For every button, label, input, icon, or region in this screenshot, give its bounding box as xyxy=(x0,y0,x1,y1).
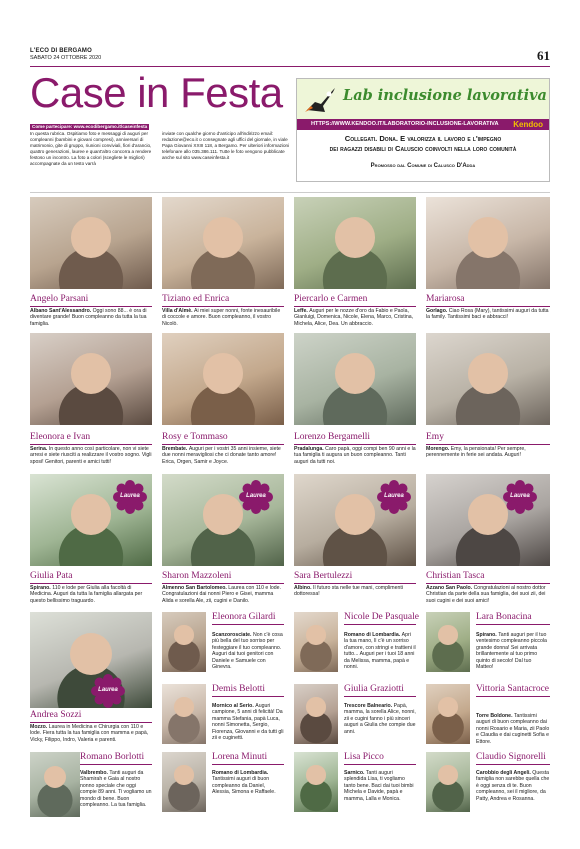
laurea-badge xyxy=(239,480,273,514)
name-underline xyxy=(294,583,416,584)
greeting-name: Giulia Pata xyxy=(30,571,73,581)
greeting-photo xyxy=(30,197,152,289)
instructions-column-2: inviate con qualche giorno d'anticipo all'indirizzo email: redazione@eco.it o consegnate agli uffici del giornale, in viale Papa Giovanni XXIII 118, a Bergamo. Per ulteriori informazioni telefonare allo 035.386.111. Tutte le foto vengono pubblicate anche sul sito www.caseinfesta.it xyxy=(162,131,290,160)
greeting-photo xyxy=(426,333,550,425)
portrait-figure xyxy=(71,494,111,534)
greeting-photo xyxy=(162,333,284,425)
greeting-name: Tiziano ed Enrica xyxy=(162,294,230,304)
greeting-place: Brembate. xyxy=(162,446,189,452)
portrait-figure xyxy=(71,217,111,257)
name-underline xyxy=(162,583,284,584)
greeting-photo xyxy=(294,752,338,812)
greeting-name: Eleonora e Ivan xyxy=(30,432,91,442)
header-rule xyxy=(30,66,550,67)
greeting-name: Vittoria Santacroce xyxy=(476,684,550,694)
portrait-figure xyxy=(203,353,243,393)
laurea-label: Laurea xyxy=(120,493,140,499)
greeting-photo xyxy=(294,684,338,744)
laurea-badge xyxy=(113,480,147,514)
name-underline xyxy=(476,764,550,765)
greeting-name: Lara Bonacina xyxy=(476,612,532,622)
greeting-name: Mariarosa xyxy=(426,294,465,304)
greeting-place: Albano Sant'Alessandro. xyxy=(30,308,93,314)
name-underline xyxy=(30,306,152,307)
greeting-message: Romano di Lombardia. Tantissimi auguri di buon compleanno da Daniel, Alessia, Simona e Raffaele. xyxy=(212,770,276,796)
greeting-message: Gorlago. Ciao Rosa (Mary), tantissimi auguri da tutta la family. Tantissimi baci e abbracci! xyxy=(426,308,549,321)
portrait-figure xyxy=(174,697,193,716)
greeting-photo xyxy=(294,197,416,289)
greeting-photo xyxy=(162,684,206,744)
portrait-figure xyxy=(468,217,508,257)
greeting-place: Mozzo. xyxy=(30,724,49,730)
greeting-message: Azzano San Paolo. Congratulazioni al nostro dottor Christian da parte della sua famiglia, dei suoi zii, dei suoi cugini e dei suoi amici! xyxy=(426,585,546,604)
name-underline xyxy=(476,696,550,697)
advert-title: Lab inclusione lavorativa xyxy=(343,87,547,104)
name-underline xyxy=(344,624,416,625)
portrait-figure xyxy=(174,765,193,784)
portrait-figure xyxy=(306,765,325,784)
greeting-message: Torre Boldone. Tantissimi auguri di buon compleanno dai nonni Rosario e Maria, zii Paolo e Claudia e dai cuginetti Sofia e Ettore. xyxy=(476,713,550,745)
greeting-name: Romano Borlotti xyxy=(80,752,145,762)
portrait-figure xyxy=(438,765,457,784)
greeting-name: Sara Bertulezzi xyxy=(294,571,353,581)
rocket-icon xyxy=(303,84,339,114)
greeting-name: Giulia Graziotti xyxy=(344,684,404,694)
greeting-message: Valbrembo. Tanti auguri da Shamirah e Gaia al nostro nonno speciale che oggi compie 89 anni. Ti vogliamo un mondo di bene. Buon compleanno. La tua famiglia. xyxy=(80,770,152,809)
greeting-photo xyxy=(294,333,416,425)
greeting-name: Lorenzo Bergamelli xyxy=(294,432,371,442)
portrait-figure xyxy=(44,766,66,788)
greeting-name: Angelo Parsani xyxy=(30,294,89,304)
section-title: Case in Festa xyxy=(30,69,283,116)
greeting-message: Morengo. Emy, la pensionata! Per sempre, perennemente in ferie sei andata. Auguri! xyxy=(426,446,526,459)
greeting-name: Eleonora Gilardi xyxy=(212,612,276,622)
greeting-message: Spirano. 110 e lode per Giulia alla facoltà di Medicina. Auguri da tutta la famiglia allargata per questo bellissimo traguardo. xyxy=(30,585,143,604)
greeting-place: Almenno San Bartolomeo. xyxy=(162,585,229,591)
greeting-photo xyxy=(30,333,152,425)
laurea-badge xyxy=(91,674,125,708)
newspaper-name: L'ECO DI BERGAMO xyxy=(30,48,92,54)
name-underline xyxy=(30,583,152,584)
greeting-place: Trescore Balneario. xyxy=(344,703,394,709)
advert-slogan-line-2: dei ragazzi disabili di Caluscio coinvolti nella loro comunità xyxy=(329,144,517,153)
name-underline xyxy=(426,583,550,584)
name-underline xyxy=(30,444,152,445)
instructions-column-1 xyxy=(30,124,160,167)
kendoo-advert[interactable] xyxy=(296,78,550,182)
greeting-photo xyxy=(162,197,284,289)
greeting-place: Azzano San Paolo. xyxy=(426,585,474,591)
greeting-message: Spirano. Tanti auguri per il tuo ventesimo compleanno piccola grande donna! Sei arrivata brillantemente al tuo primo quinto di secolo! Dal tuo Matteo! xyxy=(476,632,547,671)
advert-header xyxy=(297,79,549,119)
name-underline xyxy=(80,764,152,765)
instructions-lead[interactable]: Come partecipare: www.ecodibergamo.it/caseinfesta xyxy=(32,124,148,129)
greeting-name: Lorena Minuti xyxy=(212,752,268,762)
name-underline xyxy=(162,444,284,445)
greeting-message: Carobbio degli Angeli. Questa famiglia non sarebbe quella che è oggi senza di te. Buon compleanno, sei il migliore, da Patty, Andrea e Rosanna. xyxy=(476,770,550,802)
greeting-message: Sarnico. Tanti auguri splendida Lisa, ti vogliamo tanto bene. Baci dai tuoi bimbi Michela e Davide, papà e mamma, Lalla e Monica. xyxy=(344,770,414,802)
masthead xyxy=(30,48,550,62)
greeting-place: Villa d'Almè. xyxy=(162,308,194,314)
greeting-message: Albino. Il futuro sta nelle tue mani, complimenti dottoressa! xyxy=(294,585,403,598)
greeting-message: Romano di Lombardia. Apri la tua mano, lì c'è un sorriso d'amore, con stringi e trattieni il tutto... Auguri per i tuoi 18 anni da Melissa, mamma, papà e nonni. xyxy=(344,632,416,671)
greeting-place: Spirano. xyxy=(30,585,53,591)
portrait-figure xyxy=(203,217,243,257)
greeting-place: Sarnico. xyxy=(344,770,366,776)
issue-date: SABATO 24 OTTOBRE 2020 xyxy=(30,55,102,61)
portrait-figure xyxy=(335,494,375,534)
advert-slogan xyxy=(297,134,549,154)
name-underline xyxy=(344,764,416,765)
advert-url[interactable]: HTTPS://WWW.KENDOO.IT/LABORATORIO-INCLUSIONE-LAVORATIVA xyxy=(297,119,549,130)
page-number: 61 xyxy=(537,48,550,63)
greeting-message: Serina. In questo anno così particolare, non vi siete arresi e siete riusciti a realizzare il vostro sogno. Vigli sposi! Genitori, parenti e amici tutti! xyxy=(30,446,152,465)
greeting-message: Pradalunga. Caro papà, oggi compi ben 90 anni e la tua famiglia ti augura un buon compleanno. Tanti auguri da tutti noi. xyxy=(294,446,416,465)
greeting-photo xyxy=(426,684,470,744)
portrait-figure xyxy=(306,625,325,644)
greeting-message: Mozzo. Laurea in Medicina e Chirurgia con 110 e lode. Fiera tutta la tua famiglia con mamma e papà, Vicky, Filippo, Indro, Valeria e parenti. xyxy=(30,724,149,743)
laurea-label: Laurea xyxy=(98,687,118,693)
portrait-figure xyxy=(174,625,193,644)
greeting-message: Brembate. Auguri per i vostri 35 anni insieme, siete due nonni meravigliosi che ci donate tanto amore! Erica, Orgen, Samir e Joyce. xyxy=(162,446,281,465)
laurea-badge xyxy=(503,480,537,514)
portrait-figure xyxy=(438,697,457,716)
greeting-message: Trescore Balneario. Papà, mamma, la sorella Alice, nonni, zii e cugini fanno i più sinceri auguri a Giulia che compie due anni. xyxy=(344,703,416,735)
greeting-message: Villa d'Almè. Ai miei super nonni, fonte inesauribile di coccole e amore. Buon compleanno, il vostro Nicolò. xyxy=(162,308,281,327)
name-underline xyxy=(212,764,284,765)
greeting-place: Romano di Lombardia. xyxy=(212,770,269,776)
laurea-label: Laurea xyxy=(384,493,404,499)
greeting-name: Sharon Mazzoleni xyxy=(162,571,232,581)
greeting-place: Leffe. xyxy=(294,308,310,314)
name-underline xyxy=(294,306,416,307)
portrait-figure xyxy=(203,494,243,534)
greeting-message: Scanzorosciate. Non c'è cosa più bella del tuo sorriso per festeggiare il tuo compleanno. Auguri dai tuoi genitori con Daniele e Samuele con Ginevra. xyxy=(212,632,283,671)
greeting-name: Demis Belotti xyxy=(212,684,266,694)
greeting-name: Rosy e Tommaso xyxy=(162,432,228,442)
laurea-label: Laurea xyxy=(510,493,530,499)
name-underline xyxy=(294,444,416,445)
greeting-place: Scanzorosciate. xyxy=(212,632,253,638)
name-underline xyxy=(344,696,416,697)
advert-slogan-line-1: Collegati. Dona. E valorizza il lavoro e l'impegno xyxy=(344,134,502,143)
greeting-message: Leffe. Auguri per le nozze d'oro da Fabio e Paola, Gianluigi, Domenica, Nicole, Elena, Marco, Cristina, Michela, Alice, Dea. Un abbraccio. xyxy=(294,308,414,327)
portrait-figure xyxy=(335,353,375,393)
portrait-figure xyxy=(335,217,375,257)
greeting-place: Mornico al Serio. xyxy=(212,703,256,709)
greeting-name: Lisa Picco xyxy=(344,752,384,762)
name-underline xyxy=(426,444,550,445)
portrait-figure xyxy=(468,353,508,393)
greeting-name: Piercarlo e Carmen xyxy=(294,294,368,304)
greeting-name: Andrea Sozzi xyxy=(30,710,82,720)
greeting-place: Pradalunga. xyxy=(294,446,326,452)
laurea-label: Laurea xyxy=(246,493,266,499)
name-underline xyxy=(162,306,284,307)
greeting-photo xyxy=(426,612,470,672)
greeting-photo xyxy=(426,752,470,812)
name-underline xyxy=(476,624,550,625)
greeting-photo xyxy=(30,752,80,817)
greeting-place: Torre Boldone. xyxy=(476,713,514,719)
greeting-name: Claudio Signorelli xyxy=(476,752,546,762)
name-underline xyxy=(426,306,550,307)
greeting-place: Spirano. xyxy=(476,632,499,638)
portrait-figure xyxy=(71,353,111,393)
portrait-figure xyxy=(438,625,457,644)
greeting-photo xyxy=(162,612,206,672)
section-divider xyxy=(30,192,550,193)
name-underline xyxy=(212,624,284,625)
name-underline xyxy=(212,696,284,697)
greeting-place: Serina. xyxy=(30,446,49,452)
greeting-photo xyxy=(162,752,206,812)
greeting-place: Romano di Lombardia. xyxy=(344,632,402,638)
laurea-badge xyxy=(377,480,411,514)
greeting-place: Carobbio degli Angeli. xyxy=(476,770,533,776)
greeting-message: Almenno San Bartolomeo. Laurea con 110 e lode. Congratulazioni dai nonni Piero e Gisei, mamma Alida e sorella Ale, zii, cugini e Danilo. xyxy=(162,585,281,604)
greeting-name: Christian Tasca xyxy=(426,571,485,581)
greeting-photo xyxy=(426,197,550,289)
greeting-name: Emy xyxy=(426,432,444,442)
portrait-figure xyxy=(306,697,325,716)
greeting-photo xyxy=(294,612,338,672)
greeting-place: Morengo. xyxy=(426,446,451,452)
greeting-message: Mornico al Serio. Auguri campione, 5 anni di felicità! Da mamma Stefania, papà Luca, nonni Simonetta, Sergio, Fiorenza, Giovanni e da tutti gli zii e cuginetti. xyxy=(212,703,284,742)
greeting-place: Gorlago. xyxy=(426,308,449,314)
name-underline xyxy=(30,722,152,723)
greeting-name: Nicole De Pasquale xyxy=(344,612,419,622)
advert-promoter: Promosso dal Comune di Calusco D'Adda xyxy=(370,163,476,169)
greeting-message: Albano Sant'Alessandro. Oggi sono 88... è ora di diventare grande! Buon compleanno da tutta la tua famiglia. xyxy=(30,308,147,327)
greeting-place: Albino. xyxy=(294,585,314,591)
kendoo-logo: Kendoo xyxy=(513,120,543,129)
greeting-place: Valbrembo. xyxy=(80,770,110,776)
portrait-figure xyxy=(70,633,112,675)
instructions-body: In questa rubrica. Ospitiamo foto e messaggi di auguri per compleanni (bambini e giovani compresi), anniversari di matrimonio, gite di gruppo, riunioni conviviali, fiori d'arancio, quattro generazioni, lauree e quant'altro concorra a rendere festoso un incontro. La foto a colori (scegliete le migliori) accompagnate da un testo varrà xyxy=(30,131,152,166)
